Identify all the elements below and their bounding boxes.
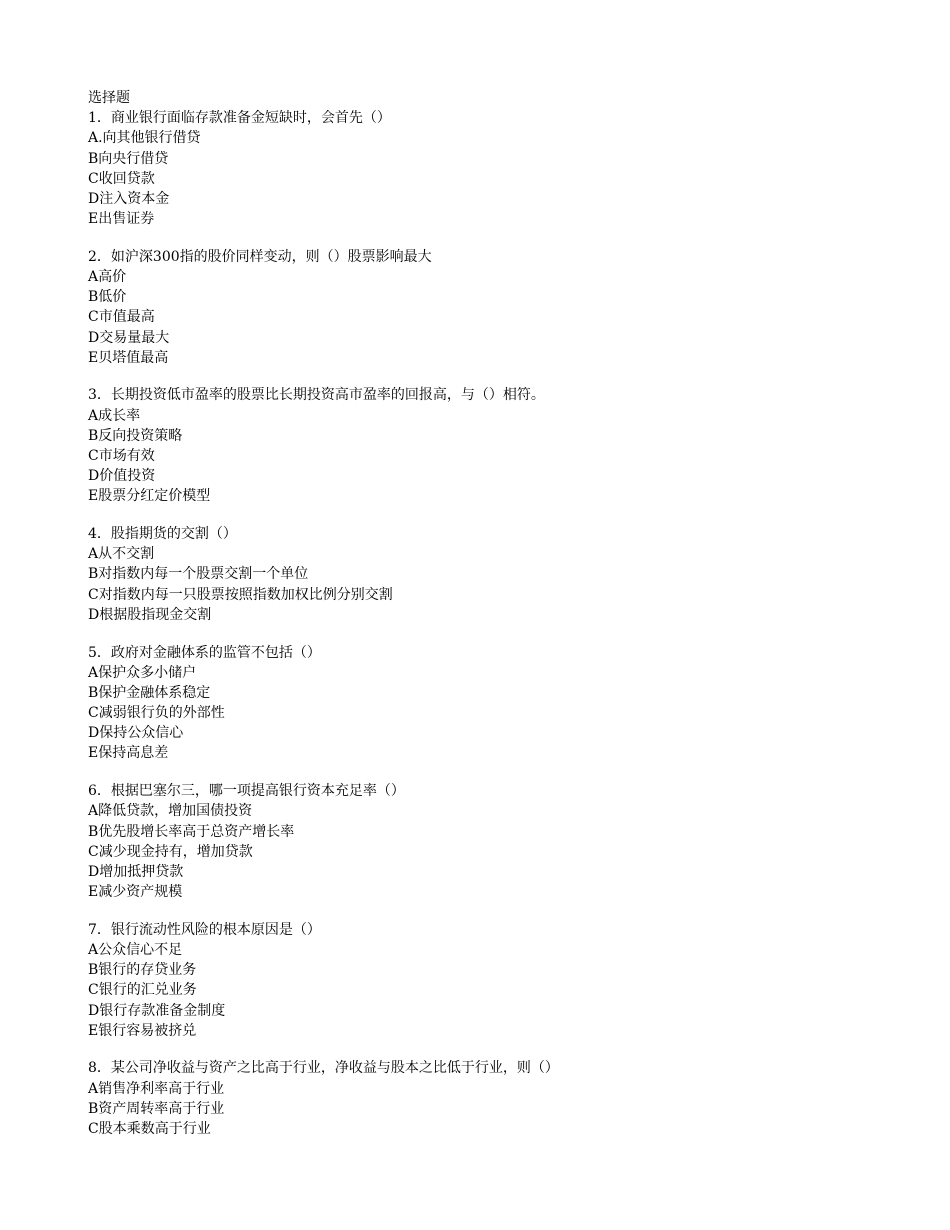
question-text: 1．商业银行面临存款准备金短缺时，会首先（） — [88, 110, 391, 127]
document-page — [88, 88, 910, 1139]
answer-option: C股本乘数高于行业 — [88, 1120, 211, 1137]
answer-option: D增加抵押贷款 — [88, 863, 184, 880]
answer-option: E贝塔值最高 — [88, 349, 169, 366]
question-block — [88, 781, 910, 902]
answer-option: B资产周转率高于行业 — [88, 1100, 225, 1117]
answer-option: C减少现金持有，增加贷款 — [88, 843, 253, 860]
section-heading: 选择题 — [88, 90, 130, 106]
question-block — [88, 1058, 910, 1139]
answer-option: E股票分红定价模型 — [88, 488, 211, 505]
answer-option: B优先股增长率高于总资产增长率 — [88, 823, 295, 840]
answer-option: A高价 — [88, 269, 127, 285]
answer-option: B反向投资策略 — [88, 427, 183, 444]
answer-option: E银行容易被挤兑 — [88, 1022, 197, 1039]
answer-option: A.向其他银行借贷 — [88, 130, 201, 147]
answer-option: E出售证券 — [88, 211, 155, 228]
question-block — [88, 247, 910, 368]
answer-option: C收回贷款 — [88, 170, 155, 187]
answer-option: D保持公众信心 — [88, 725, 184, 742]
answer-option: B对指数内每一个股票交割一个单位 — [88, 566, 309, 583]
answer-option: E减少资产规模 — [88, 884, 183, 901]
answer-option: C市场有效 — [88, 448, 155, 464]
answer-option: C减弱银行负的外部性 — [88, 705, 225, 722]
answer-option: C对指数内每一只股票按照指数加权比例分别交割 — [88, 586, 393, 603]
answer-option: D价值投资 — [88, 468, 156, 485]
question-text: 3．长期投资低市盈率的股票比长期投资高市盈率的回报高，与（）相符。 — [88, 387, 545, 404]
question-list — [88, 108, 910, 1139]
answer-option: D交易量最大 — [88, 329, 170, 346]
answer-option: A成长率 — [88, 407, 141, 424]
question-block — [88, 920, 910, 1041]
answer-option: B向央行借贷 — [88, 150, 169, 167]
question-text: 5．政府对金融体系的监管不包括（） — [88, 644, 321, 661]
question-text: 2．如沪深300指的股价同样变动，则（）股票影响最大 — [88, 248, 432, 265]
answer-option: A从不交割 — [88, 546, 155, 563]
question-text: 4．股指期货的交割（） — [88, 526, 237, 543]
question-text: 6．根据巴塞尔三，哪一项提高银行资本充足率（） — [88, 783, 405, 800]
answer-option: E保持高息差 — [88, 745, 169, 762]
question-block — [88, 385, 910, 506]
answer-option: C银行的汇兑业务 — [88, 982, 197, 999]
answer-option: A保护众多小储户 — [88, 664, 197, 681]
answer-option: D注入资本金 — [88, 190, 170, 207]
answer-option: A降低贷款，增加国债投资 — [88, 803, 253, 820]
answer-option: B低价 — [88, 289, 127, 306]
question-block — [88, 524, 910, 625]
answer-option: C市值最高 — [88, 309, 155, 326]
answer-option: B银行的存贷业务 — [88, 962, 197, 979]
question-text: 7．银行流动性风险的根本原因是（） — [88, 921, 321, 938]
question-text: 8．某公司净收益与资产之比高于行业，净收益与股本之比低于行业，则（） — [88, 1060, 559, 1077]
question-block — [88, 643, 910, 764]
question-block — [88, 108, 910, 229]
answer-option: A公众信心不足 — [88, 941, 183, 958]
answer-option: A销售净利率高于行业 — [88, 1080, 225, 1097]
answer-option: D根据股指现金交割 — [88, 606, 212, 623]
answer-option: D银行存款准备金制度 — [88, 1002, 226, 1019]
answer-option: B保护金融体系稳定 — [88, 684, 211, 701]
